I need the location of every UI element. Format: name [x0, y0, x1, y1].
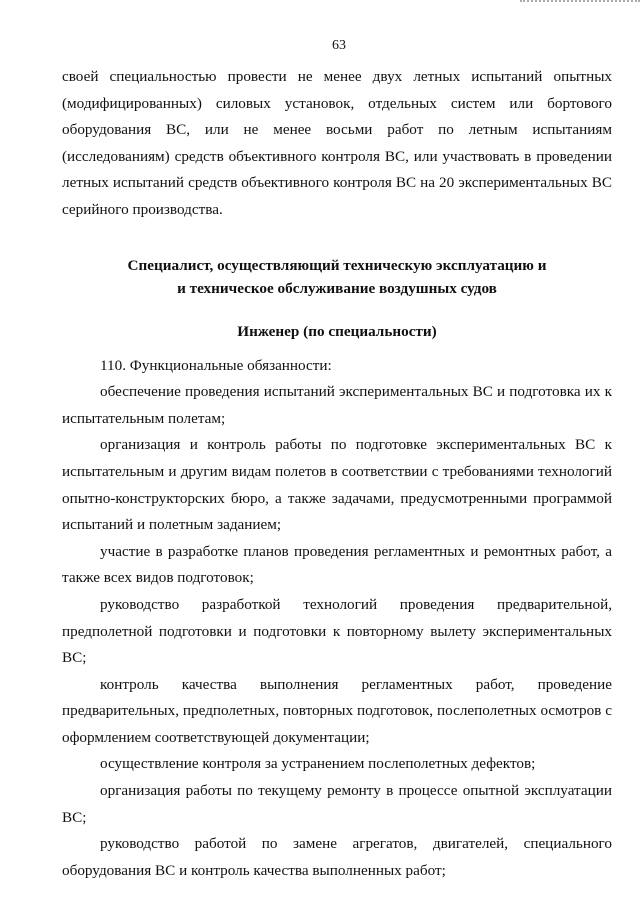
document-page	[62, 38, 612, 884]
duty-item: участие в разработке планов проведения регламентных и ремонтных работ, а также всех видов подготовок;	[62, 542, 612, 587]
duty-item: осуществление контроля за устранением послеполетных дефектов;	[100, 755, 536, 773]
duty-item: руководство работой по замене агрегатов, двигателей, специального оборудования ВС и контроль качества выполненных работ;	[62, 835, 612, 879]
duty-item: руководство разработкой технологий проведения предварительной, предполетной подготовки и подготовки к повторному вылету экспериментальных ВС;	[62, 595, 612, 667]
duty-item: организация и контроль работы по подготовке экспериментальных ВС к испытательным и другим видам полетов в соответствии с требованиями технологий опытно-конструкторских бюро, а также задачами, предусмотренными программой испытаний и полетным заданием;	[62, 436, 612, 534]
intro-paragraph: своей специальностью провести не менее двух летных испытаний опытных (модифицированных) силовых установок, отдельных систем или бортового оборудования ВС, или не менее восьми работ по летным испытаниям (исследованиям) средств объективного контроля ВС, или участвовать в проведении летных испытаний средств объективного контроля ВС на 20 экспериментальных ВС серийного производства.	[62, 68, 612, 218]
duty-item: контроль качества выполнения регламентных работ, проведение предварительных, предполетных, повторных подготовок, послеполетных осмотров с оформлением соответствующей документации;	[62, 675, 612, 746]
duties-title: 110. Функциональные обязанности:	[100, 356, 332, 374]
page-number: 63	[332, 38, 346, 53]
position-heading: Инженер (по специальности)	[237, 322, 437, 340]
section-heading	[62, 254, 612, 300]
scan-edge-dots	[520, 0, 640, 6]
duty-item: обеспечение проведения испытаний экспериментальных ВС и подготовка их к испытательным полетам;	[62, 383, 612, 427]
duty-item: организация работы по текущему ремонту в процессе опытной эксплуатации ВС;	[62, 782, 612, 826]
section-heading-line-1: Специалист, осуществляющий техническую эксплуатацию и	[127, 256, 547, 274]
section-heading-line-2: и техническое обслуживание воздушных судов	[177, 279, 497, 297]
